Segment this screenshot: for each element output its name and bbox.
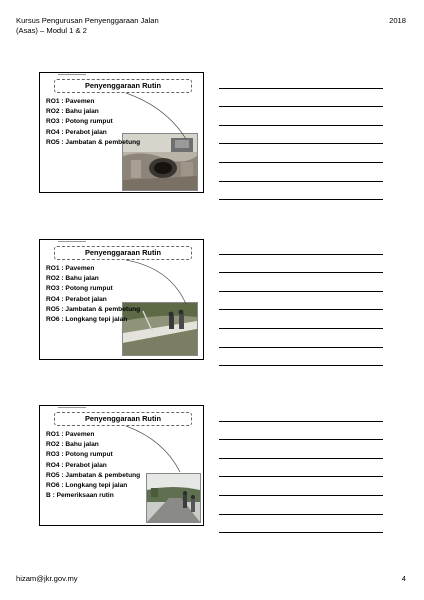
list-item: RO2 : Bahu jalan xyxy=(46,441,99,449)
course-title-line2: (Asas) – Modul 1 & 2 xyxy=(16,26,87,35)
slide-title: Penyenggaraan Rutin xyxy=(54,246,192,260)
list-item: RO1 : Pavemen xyxy=(46,431,95,438)
course-title xyxy=(16,16,159,36)
page-number: 4 xyxy=(401,574,406,583)
list-item: RO1 : Pavemen xyxy=(46,98,95,105)
slide-1 xyxy=(39,72,204,193)
routine-list xyxy=(46,97,140,148)
note-line xyxy=(219,255,383,274)
notes-lines-3 xyxy=(219,403,383,533)
note-line xyxy=(219,292,383,311)
list-item: RO2 : Bahu jalan xyxy=(46,108,99,116)
header-year: 2018 xyxy=(389,16,406,25)
note-line xyxy=(219,70,383,89)
note-line xyxy=(219,163,383,182)
routine-list xyxy=(46,430,140,501)
list-item: RO5 : Jambatan & pembetung xyxy=(46,305,141,313)
list-item: RO4 : Perabot jalan xyxy=(46,128,107,136)
note-line xyxy=(219,144,383,163)
note-line xyxy=(219,329,383,348)
note-line xyxy=(219,126,383,145)
notes-lines-1 xyxy=(219,70,383,200)
list-item: B : Pemeriksaan rutin xyxy=(46,492,114,500)
list-item: RO1 : Pavemen xyxy=(46,265,95,272)
note-line xyxy=(219,459,383,478)
list-item: RO4 : Perabot jalan xyxy=(46,461,107,469)
list-item: RO5 : Jambatan & pembetung xyxy=(46,138,141,146)
list-item: RO6 : Longkang tepi jalan xyxy=(46,482,128,490)
note-line xyxy=(219,515,383,534)
slide-title: Penyenggaraan Rutin xyxy=(54,412,192,426)
course-title-line1: Kursus Pengurusan Penyenggaraan Jalan xyxy=(16,16,159,25)
slide-3 xyxy=(39,405,204,526)
list-item: RO6 : Longkang tepi jalan xyxy=(46,316,128,324)
note-line xyxy=(219,403,383,422)
note-line xyxy=(219,107,383,126)
slide-2 xyxy=(39,239,204,360)
note-line xyxy=(219,496,383,515)
routine-list xyxy=(46,264,140,325)
note-line xyxy=(219,182,383,201)
note-line xyxy=(219,422,383,441)
list-item: RO3 : Potong rumput xyxy=(46,451,113,459)
note-line xyxy=(219,236,383,255)
note-line xyxy=(219,440,383,459)
footer-email: hizam@jkr.gov.my xyxy=(16,574,78,583)
list-item: RO3 : Potong rumput xyxy=(46,285,113,293)
list-item: RO2 : Bahu jalan xyxy=(46,275,99,283)
list-item: RO4 : Perabot jalan xyxy=(46,295,107,303)
list-item: RO3 : Potong rumput xyxy=(46,118,113,126)
note-line xyxy=(219,310,383,329)
list-item: RO5 : Jambatan & pembetung xyxy=(46,471,141,479)
note-line xyxy=(219,273,383,292)
slide-title: Penyenggaraan Rutin xyxy=(54,79,192,93)
notes-lines-2 xyxy=(219,236,383,366)
note-line xyxy=(219,348,383,367)
note-line xyxy=(219,477,383,496)
note-line xyxy=(219,89,383,108)
